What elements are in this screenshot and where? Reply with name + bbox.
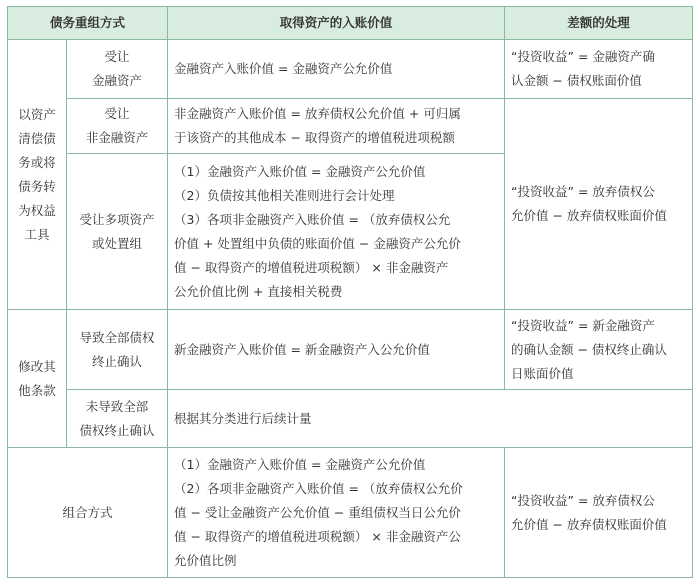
value-full-derecognition — [168, 310, 505, 390]
group-label-line: 为权益 — [18, 202, 56, 218]
value-multiple-assets — [168, 154, 505, 310]
value-line: （2）负债按其他相关准则进行会计处理 — [174, 187, 395, 203]
method-line: 或处置组 — [92, 235, 143, 251]
table-row — [8, 310, 693, 390]
group-label-line: 债务转 — [18, 178, 56, 194]
method-non-financial-asset — [67, 99, 168, 154]
difference-full-derecognition — [505, 310, 693, 390]
difference-line: “投资收益” = 金融资产确 — [511, 49, 655, 64]
value-financial-asset — [168, 40, 505, 99]
difference-line: 允价值 − 放弃债权账面价值 — [511, 208, 667, 223]
value-line: 新金融资产入账价值 = 新金融资产入公允价值 — [174, 341, 430, 357]
value-line: （1）金融资产入账价值 = 金融资产公允价值 — [174, 163, 426, 179]
group-modify-terms — [8, 310, 67, 448]
debt-restructuring-table — [7, 6, 693, 578]
method-line: 非金融资产 — [85, 130, 149, 145]
method-full-derecognition — [67, 310, 168, 390]
method-line: 未导致全部 — [85, 398, 149, 414]
group-label-line: 清偿债 — [18, 130, 56, 146]
difference-line: “投资收益” = 放弃债权公 — [511, 492, 655, 508]
method-partial-derecognition — [67, 390, 168, 448]
table-row — [8, 99, 693, 154]
table-row — [8, 40, 693, 99]
value-line: 于该资产的其他成本 − 取得资产的增值税进项税额 — [174, 130, 455, 145]
value-line: （2）各项非金融资产入账价值 = （放弃债权公允价 — [174, 480, 463, 496]
group-label-line: 他条款 — [18, 382, 56, 398]
value-line: 价值 + 处置组中负债的账面价值 − 金融资产公允价 — [174, 235, 461, 251]
group-label-line: 工具 — [24, 226, 50, 242]
value-line: 允价值比例 — [174, 552, 237, 568]
method-line: 受让 — [104, 106, 130, 121]
difference-combined — [505, 448, 693, 578]
value-line: 公允价值比例 + 直接相关税费 — [174, 283, 343, 299]
value-combined — [168, 448, 505, 578]
header-entry-value: 取得资产的入账价值 — [168, 7, 505, 40]
table-row — [8, 390, 693, 448]
value-line: 值 − 受让金融资产公允价值 − 重组债权当日公允价 — [174, 504, 461, 520]
group-asset-settlement — [8, 40, 67, 310]
method-financial-asset — [67, 40, 168, 99]
value-line: 值 − 取得资产的增值税进项税额） × 非金融资产 — [174, 259, 449, 275]
difference-financial-asset — [505, 40, 693, 99]
difference-line: 允价值 − 放弃债权账面价值 — [511, 516, 667, 532]
method-line: 受让多项资产 — [79, 211, 155, 227]
group-label-line: 务或将 — [18, 154, 56, 170]
method-multiple-assets — [67, 154, 168, 310]
value-line: 非金融资产入账价值 = 放弃债权公允价值 + 可归属 — [174, 106, 461, 121]
header-restructuring-method: 债务重组方式 — [8, 7, 168, 40]
group-label-line: 修改其 — [18, 358, 56, 374]
value-non-financial-asset — [168, 99, 505, 154]
group-label-line: 以资产 — [18, 106, 56, 122]
method-line: 导致全部债权 — [79, 329, 155, 345]
value-line: （1）金融资产入账价值 = 金融资产公允价值 — [174, 456, 426, 472]
header-difference-treatment: 差额的处理 — [505, 7, 693, 40]
difference-line: 日账面价值 — [511, 365, 574, 381]
method-line: 金融资产 — [92, 73, 143, 88]
value-partial-derecognition — [168, 390, 693, 448]
table-row — [8, 448, 693, 578]
difference-line: “投资收益” = 新金融资产 — [511, 317, 655, 333]
method-combined: 组合方式 — [8, 448, 168, 578]
method-line: 债权终止确认 — [79, 422, 155, 438]
value-line: 值 − 取得资产的增值税进项税额） × 非金融资产公 — [174, 528, 461, 544]
difference-line: 认金额 − 债权账面价值 — [511, 73, 642, 88]
difference-line: 的确认金额 − 债权终止确认 — [511, 341, 667, 357]
value-line: 金融资产入账价值 = 金融资产公允价值 — [174, 61, 393, 76]
method-line: 终止确认 — [92, 353, 143, 369]
value-line: 根据其分类进行后续计量 — [174, 410, 312, 426]
header-row — [8, 7, 693, 40]
difference-line: “投资收益” = 放弃债权公 — [511, 184, 655, 199]
method-line: 受让 — [104, 49, 130, 64]
value-line: （3）各项非金融资产入账价值 = （放弃债权公允 — [174, 211, 451, 227]
difference-non-financial-and-multiple — [505, 99, 693, 310]
